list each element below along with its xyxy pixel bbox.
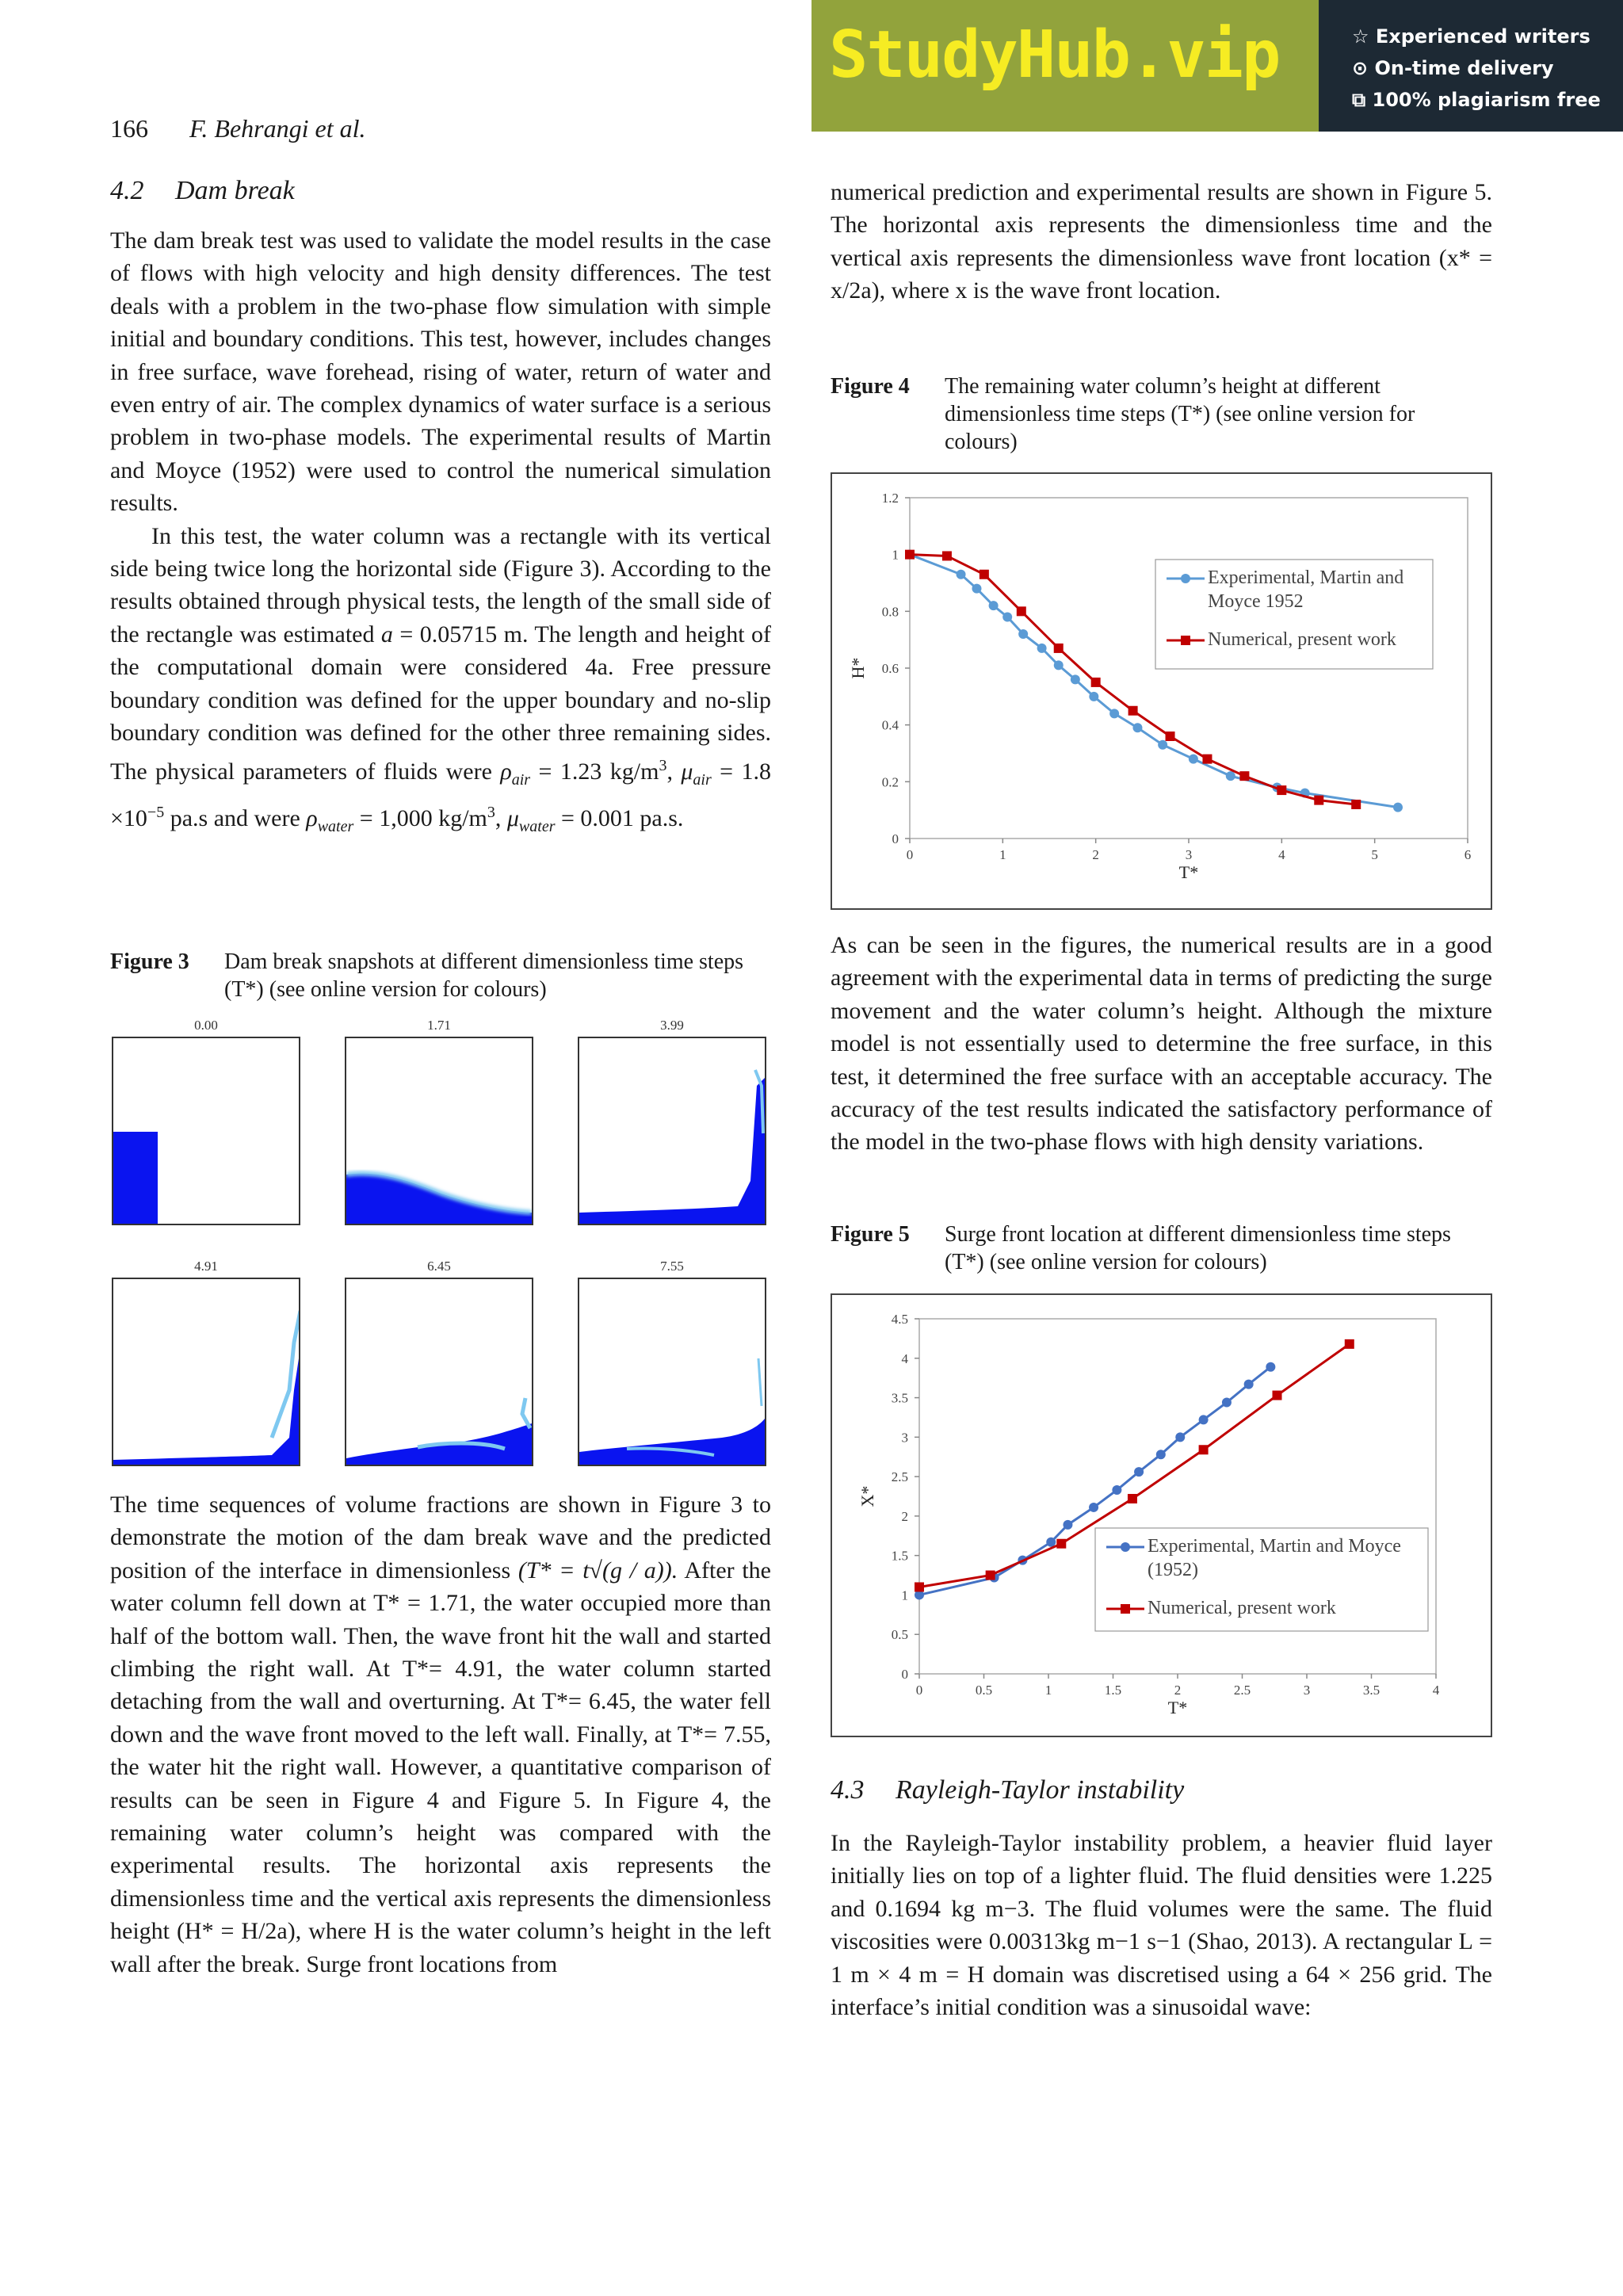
header-authors: F. Behrangi et al. — [189, 114, 366, 143]
data-point — [1109, 709, 1119, 718]
figure-label: Figure 5 — [831, 1222, 910, 1247]
data-point — [1175, 1432, 1185, 1442]
snapshot-image — [345, 1278, 533, 1466]
data-point — [1091, 678, 1101, 687]
data-point — [1244, 1380, 1254, 1389]
text-run: 1,000 kg/m — [379, 804, 487, 831]
data-point — [1037, 644, 1047, 653]
banner-logo-area — [812, 0, 1319, 132]
section-title: Dam break — [175, 176, 295, 205]
section-number: 4.2 — [110, 176, 144, 205]
feature-item — [1352, 21, 1623, 52]
x-tick-label: 4 — [1432, 1683, 1440, 1698]
x-tick-label: 0 — [915, 1683, 923, 1698]
x-tick-label: 0.5 — [975, 1683, 993, 1698]
data-point — [1056, 1539, 1066, 1549]
y-tick-label: 0 — [901, 1667, 908, 1682]
data-point — [980, 570, 989, 579]
snapshot-time-label: 0.00 — [194, 1018, 218, 1033]
caption-text: Dam break snapshots at different dimensionless time steps (T*) (see online version for colours) — [224, 949, 744, 1002]
paragraph: As can be seen in the figures, the numerical results are in a good agreement with the experimental data in terms of predicting the surge movement and the water column’s height. Although the mixture model is not essentially used to determine the free surface, in this test, it determined the free surface with an acceptable accuracy. The accuracy of the test results indicated the satisfactory performance of the model in the two-phase flows with high density variations. — [831, 932, 1492, 1156]
y-tick-label: 1.5 — [891, 1548, 908, 1564]
star-outline-icon: ☆ — [1352, 25, 1369, 48]
text-run: a — [380, 621, 393, 648]
data-point — [1166, 732, 1175, 741]
data-point — [942, 551, 952, 560]
text-run: After the water column fell down at T* = 1.71, the water occupied more than half of the bottom wall. Then, the wave front hit the wall and started climbing the right wall. At T*= 4.91, the water column started detaching from the wall and overturning. At T*= 6.45, the water fell down and the wave front moved to the left wall. Finally, at T*= 7.55, the water hit the right wall. However, a quantitative comparison of results can be seen in Figure 4 and Figure 5. In Figure 4, the remaining water column’s height was compared with the experimental results. The horizontal axis represents the dimensionless time and the vertical axis represents the dimensionless height (H* = H/2a), where H is the water column’s height in the left wall after the break. Surge front locations from — [110, 1557, 771, 1977]
y-tick-label: 0.5 — [891, 1627, 908, 1643]
data-point — [1273, 1391, 1282, 1400]
x-tick-label: 3 — [1185, 847, 1193, 862]
text-run: 0.001 pa.s. — [580, 804, 684, 831]
figure-5-caption — [831, 1221, 1492, 1276]
snapshot-image — [345, 1037, 533, 1225]
running-header — [110, 114, 366, 143]
snapshot-time-label: 6.45 — [427, 1259, 451, 1274]
formula: (T* = t√(g / a)). — [517, 1557, 678, 1584]
figure-4-chart — [831, 472, 1492, 910]
snapshot-time-label: 7.55 — [660, 1259, 684, 1274]
data-point — [1132, 723, 1142, 732]
chart-svg — [832, 474, 1491, 908]
data-point — [1128, 706, 1138, 716]
y-tick-label: 1.2 — [881, 491, 899, 506]
x-tick-label: 2 — [1092, 847, 1099, 862]
snapshot-time-label: 1.71 — [427, 1018, 451, 1033]
rayleigh-taylor-text — [831, 1827, 1492, 2023]
data-point — [1202, 755, 1212, 764]
legend-swatch-marker — [1121, 1542, 1130, 1552]
data-point — [915, 1582, 924, 1591]
clock-icon: ⊙ — [1352, 57, 1369, 79]
legend-entry-label: Experimental, Martin and Moyce — [1148, 1536, 1401, 1557]
section-heading-4-3 — [831, 1775, 1184, 1805]
y-tick-label: 0.8 — [881, 604, 899, 620]
y-tick-label: 4.5 — [891, 1312, 908, 1327]
x-tick-label: 5 — [1371, 847, 1378, 862]
data-point — [972, 584, 981, 594]
data-point — [1089, 692, 1098, 701]
data-point — [1314, 796, 1323, 805]
figure-label: Figure 3 — [110, 949, 189, 974]
data-point — [1351, 800, 1361, 809]
caption-text: The remaining water column’s height at different dimensionless time steps (T*) (see online version for colours) — [945, 374, 1415, 454]
snapshot-image — [578, 1037, 766, 1225]
legend-entry-label: Moyce 1952 — [1208, 591, 1304, 612]
figure-3-caption — [110, 948, 771, 1003]
snapshot-time-label: 4.91 — [194, 1259, 218, 1274]
legend-entry-label: Numerical, present work — [1148, 1598, 1336, 1618]
data-point — [1018, 629, 1028, 639]
data-point — [1054, 660, 1064, 670]
x-tick-label: 3.5 — [1362, 1683, 1381, 1698]
legend-entry-label: Numerical, present work — [1208, 629, 1396, 650]
data-point — [1054, 644, 1064, 653]
data-point — [989, 601, 999, 610]
data-point — [1199, 1445, 1209, 1454]
banner-features — [1319, 0, 1623, 132]
right-column-text-mid — [831, 929, 1492, 1159]
caption-text: Surge front location at different dimensionless time steps (T*) (see online version for colours) — [945, 1222, 1451, 1274]
y-tick-label: 1 — [901, 1587, 908, 1603]
data-point — [1226, 771, 1235, 781]
y-tick-label: 2 — [901, 1508, 908, 1524]
data-point — [1002, 613, 1012, 622]
y-tick-label: 4 — [901, 1350, 908, 1366]
text-run: 1.23 kg/m — [559, 758, 659, 785]
legend-swatch-marker — [1181, 574, 1190, 583]
data-point — [986, 1571, 995, 1580]
y-tick-label: 1 — [892, 547, 899, 563]
y-tick-label: 0.6 — [881, 661, 899, 676]
data-point — [1222, 1398, 1232, 1408]
y-tick-label: 0.2 — [881, 774, 899, 790]
x-tick-label: 0 — [906, 847, 914, 862]
x-tick-label: 4 — [1278, 847, 1285, 862]
data-point — [1112, 1485, 1121, 1495]
data-point — [1189, 755, 1198, 764]
snapshot-image — [578, 1278, 766, 1466]
section-title: Rayleigh-Taylor instability — [896, 1775, 1185, 1805]
y-tick-label: 0 — [892, 831, 899, 846]
data-point — [1156, 1450, 1166, 1459]
y-tick-label: 3 — [901, 1430, 908, 1446]
text-run: In this test, the water column was a rectangle with its vertical side being twice long the horizontal side (Figure 3). According to the results obtained through physical tests, the length of the small side of the rectangle was estimated — [110, 522, 771, 648]
data-point — [957, 570, 966, 579]
data-point — [1158, 740, 1167, 750]
text-run: The time sequences of volume fractions are shown in Figure 3 to demonstrate the motion of the dam break wave and the predicted position of the interface in dimensionless — [110, 1492, 771, 1584]
paragraph: In the Rayleigh-Taylor instability problem, a heavier fluid layer initially lies on top of a lighter fluid. The fluid densities were 1.225 and 0.1694 kg m−3. The fluid volumes were the same. The fluid viscosities were 0.00313kg m−1 s−1 (Shao, 2013). A rectangular L = 1 m × 4 m = H domain was discretised using a 64 × 256 grid. The interface’s initial condition was a sinusoidal wave: — [831, 1830, 1492, 2021]
y-axis-label: X* — [857, 1485, 877, 1507]
y-axis-label: H* — [848, 657, 868, 679]
section-heading-4-2 — [110, 176, 295, 206]
data-point — [1266, 1362, 1275, 1372]
snapshot-time-label: 3.99 — [660, 1018, 684, 1033]
data-point — [1239, 771, 1249, 781]
x-tick-label: 1.5 — [1104, 1683, 1122, 1698]
data-point — [905, 550, 915, 560]
x-tick-label: 2 — [1174, 1683, 1182, 1698]
data-point — [1277, 785, 1286, 795]
paragraph: In this test, the water column was a rectangle with its vertical side being twice long the horizontal side (Figure 3). According to the results obtained through physical tests, the length of the small side of the rectangle was estimated a = 0.05715 m. The length and height of the computational domain were considered 4a. Free pressure boundary condition was defined for the upper boundary and no-slip boundary condition was defined for the other three remaining sides. The physical parameters of fluids were $\rho_{air} = 1.23$ $kg/m^3$, $\mu_{air} = 1.8 \times 10^{-5}$ pa.s and were $\rho_{water} = 1,000$ $kg/m^3$, $\mu_{water} = 0.001$ pa.s. — [110, 522, 772, 835]
data-point — [1063, 1520, 1072, 1530]
text-run: pa.s and were — [164, 804, 300, 831]
data-point — [1393, 803, 1403, 812]
text-run: −5 — [147, 803, 165, 821]
data-point — [1071, 674, 1080, 684]
data-point — [1046, 1538, 1056, 1547]
x-tick-label: 6 — [1464, 847, 1472, 862]
figure-5-chart — [831, 1293, 1492, 1737]
figure-label: Figure 4 — [831, 374, 910, 399]
data-point — [1134, 1467, 1144, 1477]
feature-label: 100% plagiarism free — [1372, 89, 1601, 111]
snapshot-image — [112, 1037, 300, 1225]
data-point — [1199, 1415, 1209, 1424]
y-tick-label: 3.5 — [891, 1390, 908, 1406]
feature-item — [1352, 84, 1623, 116]
dam-break-text — [110, 224, 771, 843]
paragraph — [110, 1488, 771, 1981]
studyhub-logo: StudyHub.vip — [829, 17, 1280, 93]
paragraph: numerical prediction and experimental results are shown in Figure 5. The horizontal axis represents the dimensionless time and the vertical axis represents the dimensionless wave front location (x* = x/2a), where x is the wave front location. — [831, 179, 1492, 304]
legend-swatch-marker — [1121, 1604, 1130, 1614]
data-point — [1089, 1503, 1098, 1512]
legend-entry-label: Experimental, Martin and — [1208, 567, 1404, 588]
snapshot-image — [112, 1278, 300, 1466]
data-point — [1128, 1494, 1137, 1503]
page-number: 166 — [110, 114, 148, 143]
ad-banner[interactable] — [812, 0, 1623, 132]
legend-entry-label: (1952) — [1148, 1560, 1198, 1580]
feature-label: On-time delivery — [1374, 57, 1554, 79]
x-tick-label: 2.5 — [1233, 1683, 1251, 1698]
data-point — [1017, 606, 1026, 616]
text-run: 1.8 ×10 — [110, 758, 772, 831]
x-axis-label: T* — [1178, 862, 1199, 882]
paragraph: The dam break test was used to validate the model results in the case of flows with high velocity and high density differences. The test deals with a problem in the two-phase flow simulation with simple initial and boundary conditions. This test, however, includes changes in free surface, wave forehead, rising of water, return of water and even entry of air. The complex dynamics of water surface is a serious problem in two-phase models. The experimental results of Martin and Moyce (1952) were used to control the numerical simulation results. — [110, 227, 771, 517]
x-tick-label: 3 — [1303, 1683, 1311, 1698]
section-number: 4.3 — [831, 1775, 865, 1805]
dam-break-text-continued — [110, 1488, 771, 1981]
feature-label: Experienced writers — [1375, 25, 1591, 48]
feature-item — [1352, 52, 1623, 84]
data-point — [1345, 1339, 1354, 1349]
x-tick-label: 1 — [1044, 1683, 1052, 1698]
text-run: = 0.05715 m. The length and height of the computational domain were considered 4a. Free pressure boundary condition was defined for the upper boundary and no-slip boundary condition was defined for the other three remaining sides. The physical parameters of fluids were — [110, 621, 771, 785]
x-tick-label: 1 — [999, 847, 1006, 862]
right-column-text-top — [831, 176, 1492, 308]
chart-svg — [832, 1295, 1491, 1736]
copy-icon: ⧉ — [1352, 89, 1366, 111]
figure-4-caption — [831, 372, 1492, 456]
y-tick-label: 0.4 — [881, 717, 899, 733]
legend-swatch-marker — [1181, 636, 1190, 645]
x-axis-label: T* — [1167, 1698, 1188, 1717]
y-tick-label: 2.5 — [891, 1469, 908, 1485]
